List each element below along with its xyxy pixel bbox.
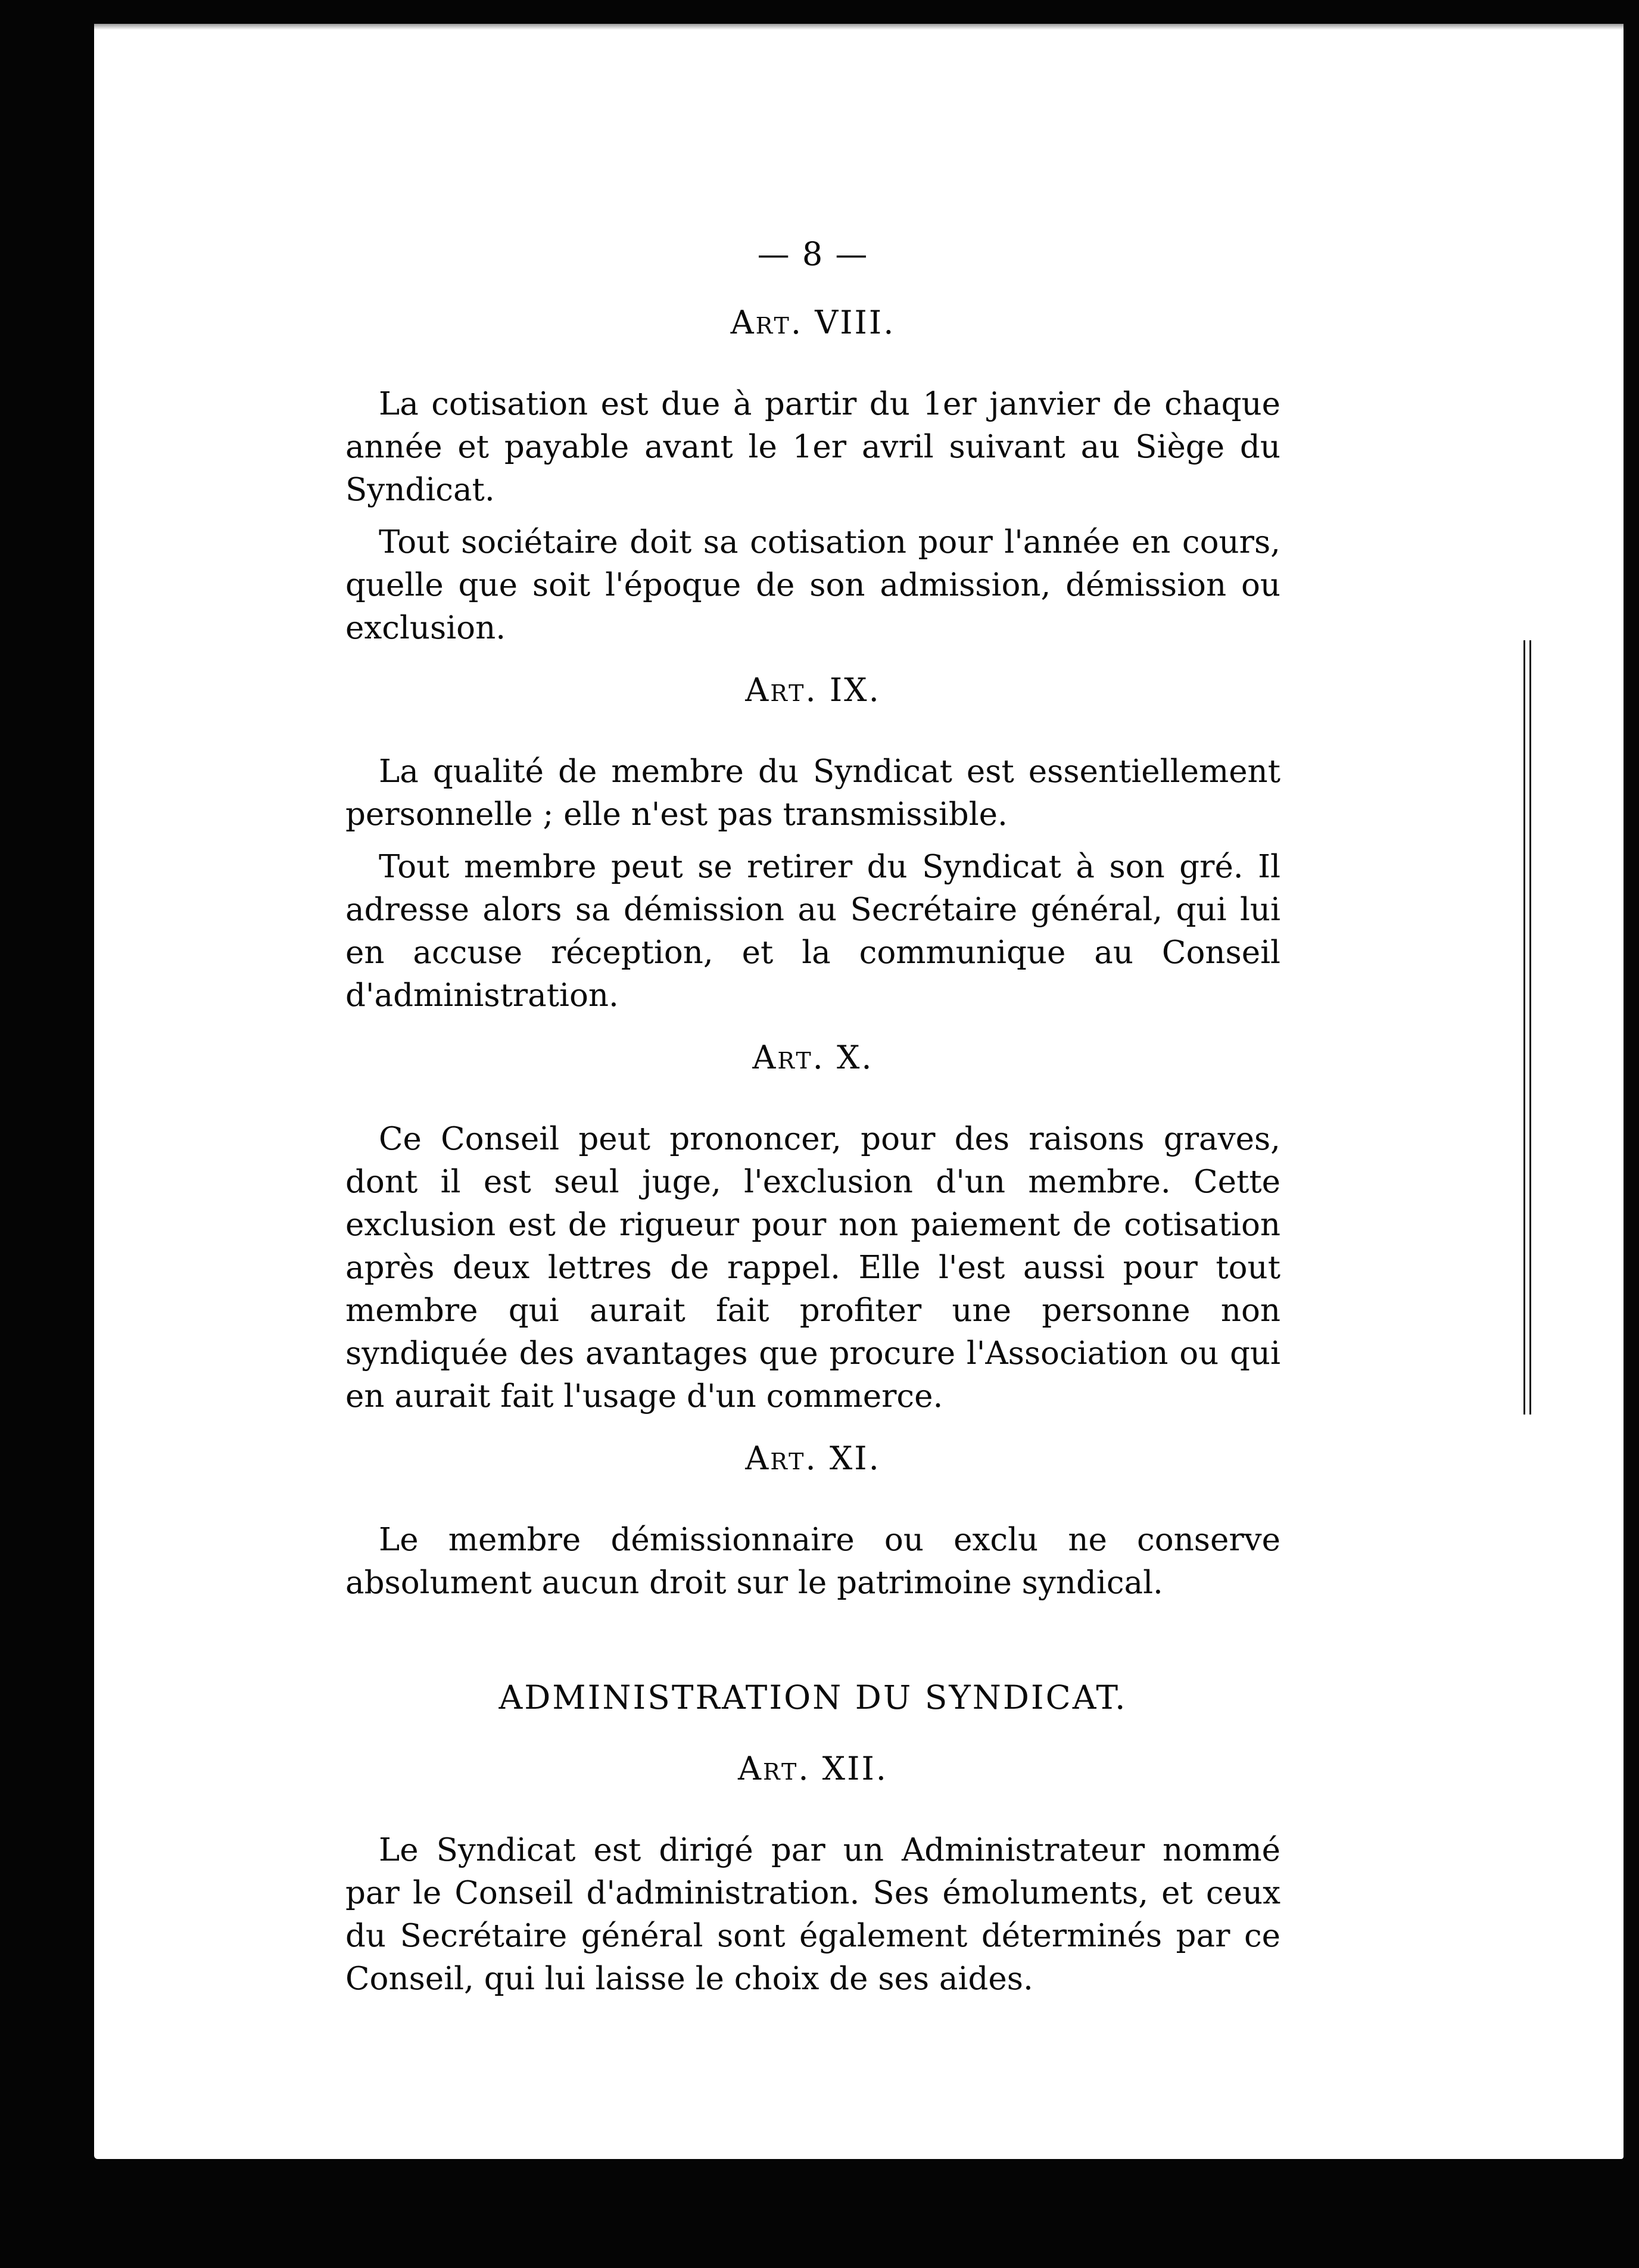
article-x (345, 1039, 1280, 1418)
article-paragraph: Le Syndicat est dirigé par un Administrateur nommé par le Conseil d'administration. Ses émoluments, et ceux du Secrétaire général sont également déterminés par ce Conseil, qui lui laisse le choix de ses aides. (345, 1832, 1280, 1997)
article-heading: Art. IX. (745, 671, 881, 709)
fold-line-right (1529, 640, 1531, 1415)
article-paragraph: Le membre démissionnaire ou exclu ne conserve absolument aucun droit sur le patrimoine syndical. (345, 1522, 1280, 1601)
article-paragraph: Tout sociétaire doit sa cotisation pour l'année en cours, quelle que soit l'époque de son admission, démission ou exclusion. (345, 524, 1280, 646)
article-viii (345, 304, 1280, 650)
document-body (345, 235, 1280, 2010)
article-heading: Art. XII. (738, 1750, 888, 1787)
article-heading: Art. X. (752, 1039, 874, 1076)
article-paragraph: La qualité de membre du Syndicat est essentiellement personnelle ; elle n'est pas transmissible. (345, 753, 1280, 833)
section-title: ADMINISTRATION DU SYNDICAT. (498, 1678, 1127, 1716)
article-heading: Art. XI. (745, 1440, 881, 1477)
article-paragraph: Tout membre peut se retirer du Syndicat à son gré. Il adresse alors sa démission au Secrétaire général, qui lui en accuse réception, et la communique au Conseil d'administration. (345, 849, 1280, 1014)
article-xi (345, 1440, 1280, 1605)
article-paragraph: La cotisation est due à partir du 1er janvier de chaque année et payable avant le 1er avril suivant au Siège du Syndicat. (345, 386, 1280, 508)
article-heading: Art. VIII. (730, 304, 896, 341)
article-ix (345, 671, 1280, 1017)
fold-line-left (1523, 640, 1525, 1415)
paper-top-shadow (94, 24, 1624, 30)
section-administration (345, 1678, 1280, 2001)
article-paragraph: Ce Conseil peut prononcer, pour des raisons graves, dont il est seul juge, l'exclusion d'un membre. Cette exclusion est de rigueur pour non paiement de cotisation après deux lettres de rappel. Elle l'est aussi pour tout membre qui aurait fait profiter une personne non syndiquée des avantages que procure l'Association ou qui en aurait fait l'usage d'un commerce. (345, 1121, 1280, 1415)
binding-fold (1523, 640, 1533, 1415)
page-number: — 8 — (757, 235, 869, 273)
